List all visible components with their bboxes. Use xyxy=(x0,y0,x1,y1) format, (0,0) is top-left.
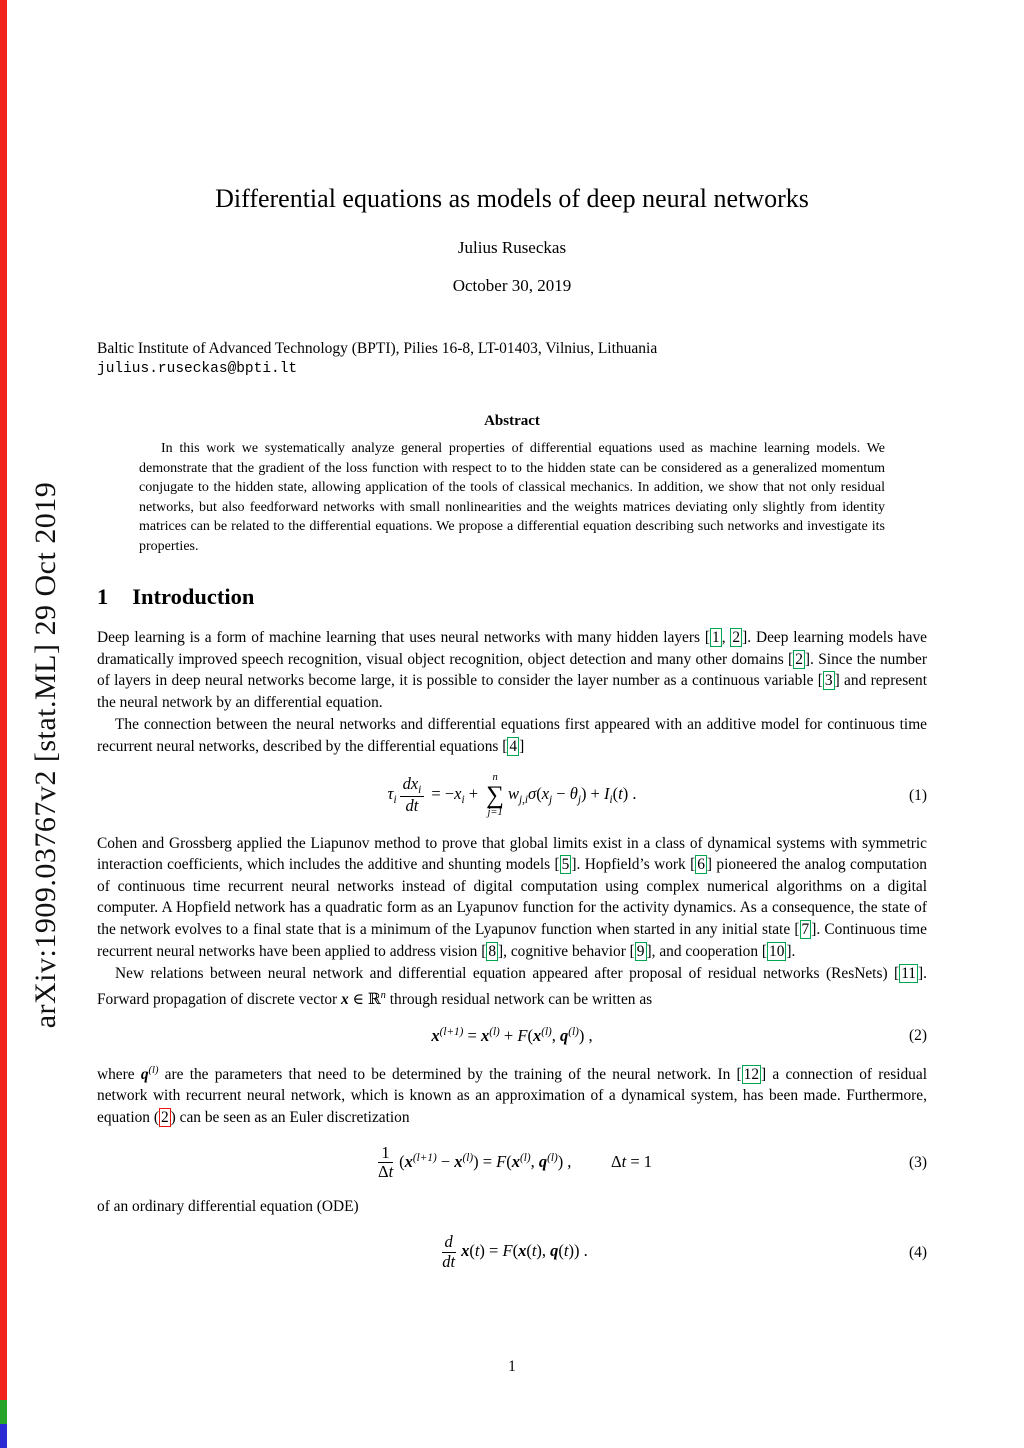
equation-1-number: (1) xyxy=(909,786,927,804)
text-run: ) can be seen as an Euler discretization xyxy=(170,1108,410,1126)
equation-4-math: $\frac{d}{dt}$ x(t) = F(x(t), q(t)) . xyxy=(436,1241,588,1260)
text-run: ]. xyxy=(786,942,796,960)
text-run: ]. Deep learning models have dramatically improved speech recognition, visual object recognition, object detection and many other domains [ xyxy=(97,629,927,668)
text-run: ] xyxy=(519,737,525,755)
text-run: Deep learning is a form of machine learning that uses neural networks with many hidden layers [ xyxy=(97,629,710,646)
equation-4-number: (4) xyxy=(909,1243,927,1261)
citation-link[interactable]: 3 xyxy=(824,672,833,690)
text-run: Cohen and Grossberg applied the Liapunov method to prove that global limits exist in a class of dynamical systems with symmetric interaction coefficients, which includes the additive and shunting models [ xyxy=(97,834,927,874)
equation-ref-link[interactable]: 2 xyxy=(160,1108,169,1126)
equation-2-number: (2) xyxy=(909,1026,927,1044)
fraction: $\frac{dx_i}{dt}$ xyxy=(400,775,425,817)
text-run: ]. Hopfield’s work [ xyxy=(571,856,696,874)
text-run: ] a connection of residual network with recurrent neural network, which is known as an approximation of a dynamical system, has been made. Furthermore, equation ( xyxy=(97,1065,927,1126)
text-run: ∈ ℝ xyxy=(348,990,381,1008)
fraction: $\frac{d}{dt}$ xyxy=(442,1232,456,1271)
citation-link[interactable]: 4 xyxy=(509,737,518,755)
text-run: of an ordinary differential equation (ODE) xyxy=(97,1198,359,1216)
text-run: ]. Since the number of layers in deep neural networks become large, it is possible to consider the layer number as a continuous variable [ xyxy=(97,650,927,690)
citation-link[interactable]: 10 xyxy=(769,942,785,960)
equation-1 xyxy=(97,773,927,819)
text-run: where xyxy=(97,1065,141,1083)
arxiv-watermark: arXiv:1909.03767v2 [stat.ML] 29 Oct 2019 xyxy=(29,481,62,1029)
left-edge-strip-blue xyxy=(0,1424,7,1448)
text-run: ], cognitive behavior [ xyxy=(498,942,635,960)
paragraph xyxy=(97,1196,927,1218)
text-run: ] and represent the neural network by an differential equation. xyxy=(97,672,927,711)
citation-link[interactable]: 2 xyxy=(795,650,803,668)
citation-link[interactable]: 6 xyxy=(697,856,705,874)
section-heading-introduction xyxy=(97,584,927,610)
equation-3 xyxy=(97,1144,927,1183)
summation-symbol: n ∑ j=1 xyxy=(486,771,504,819)
fraction: $\frac{1}{\Delta t}$ xyxy=(377,1142,394,1182)
equation-2 xyxy=(97,1025,927,1045)
citation-link[interactable]: 11 xyxy=(901,965,917,983)
paper-title: Differential equations as models of deep neural networks xyxy=(215,184,809,213)
paragraph xyxy=(97,833,927,963)
citation-link[interactable]: 7 xyxy=(801,920,810,938)
citation-link[interactable]: 5 xyxy=(561,856,570,874)
paragraph xyxy=(97,627,927,713)
text-run: are the parameters that need to be determined by the training of the neural network. In [ xyxy=(158,1065,742,1083)
equation-3-number: (3) xyxy=(909,1153,927,1171)
citation-link[interactable]: 9 xyxy=(636,942,645,960)
abstract-heading: Abstract xyxy=(484,413,540,429)
citation-link[interactable]: 2 xyxy=(732,629,741,646)
left-edge-strip-green xyxy=(0,1400,7,1424)
inline-superscript: (l) xyxy=(148,1064,159,1076)
page-number: 1 xyxy=(508,1358,516,1375)
affiliation: Baltic Institute of Advanced Technology (BPTI), Pilies 16-8, LT-01403, Vilnius, Lithuania xyxy=(97,340,658,357)
citation-link[interactable]: 8 xyxy=(488,942,497,960)
text-run: ] pioneered the analog computation of continuous time recurrent neural networks instead of digital computation using complex numerical algorithms on a digital computer. A Hopfield network has a quadratic form as an Lyapunov function for the activity dynamics. As a consequence, the state of the network evolves to a final state that is a minimum of the Lyapunov function when started in any initial state [ xyxy=(97,856,927,938)
equation-3-math: $\frac{1}{\Delta t}$ $(x^{(l+1)} - x^{(l)}) = F(x^{(l)}$, $q^{(l)}$) , Δt = 1 xyxy=(372,1152,652,1171)
paragraph xyxy=(97,1060,927,1129)
inline-math-var: x xyxy=(341,990,349,1008)
text-run: , xyxy=(721,629,731,646)
text-run: ], and cooperation [ xyxy=(646,942,768,960)
text-run: New relations between neural network and differential equation appeared after proposal of residual networks (ResNets) [ xyxy=(115,965,900,983)
text-run: ]. Continuous time recurrent neural networks have been applied to address vision [ xyxy=(97,920,927,960)
paragraph xyxy=(97,714,927,757)
text-run: ]. Forward propagation of discrete vector xyxy=(97,965,927,1008)
inline-superscript: n xyxy=(380,989,386,1001)
text-run: The connection between the neural networks and differential equations first appeared with an additive model for continuous time recurrent neural networks, described by the differential equations [ xyxy=(97,716,927,755)
abstract-block xyxy=(139,413,885,556)
author-name: Julius Ruseckas xyxy=(457,238,567,257)
equation-4 xyxy=(97,1233,927,1272)
text-run: through residual network can be written as xyxy=(385,990,653,1008)
citation-link[interactable]: 1 xyxy=(712,629,720,646)
equation-2-math: $x^{(l+1)} = x^{(l)} + F(x^{(l)}$, $q^{(l)}$) , xyxy=(431,1025,593,1045)
paper-date: October 30, 2019 xyxy=(452,276,572,295)
section-title: Introduction xyxy=(132,584,255,609)
paper-page xyxy=(97,0,927,1272)
inline-math-var: q xyxy=(140,1065,149,1083)
left-edge-strip-red xyxy=(0,0,7,1400)
author-email: julius.ruseckas@bpti.lt xyxy=(97,361,298,377)
abstract-text: In this work we systematically analyze general properties of differential equations used as machine learning models. We demonstrate that the gradient of the loss function with respect to to the hidden state can be considered as a generalized momentum conjugate to the hidden state, allowing application of the tools of classical mechanics. In addition, we show that not only residual networks, but also feedforward networks with small nonlinearities and the weights matrices deviating only slightly from identity matrices can be related to the differential equations. We propose a differential equation describing such networks and investigate its properties. xyxy=(139,441,885,554)
citation-link[interactable]: 12 xyxy=(743,1065,760,1083)
equation-1-math: $\tau_i$ $\frac{dx_i}{dt}$ = $-x_i$ + n ∑ j=1 $w_{j,i}\sigma(x_j - \theta_j) + I_i(t)$ . xyxy=(387,771,637,819)
paragraph xyxy=(97,963,927,1010)
section-number: 1 xyxy=(97,584,109,609)
